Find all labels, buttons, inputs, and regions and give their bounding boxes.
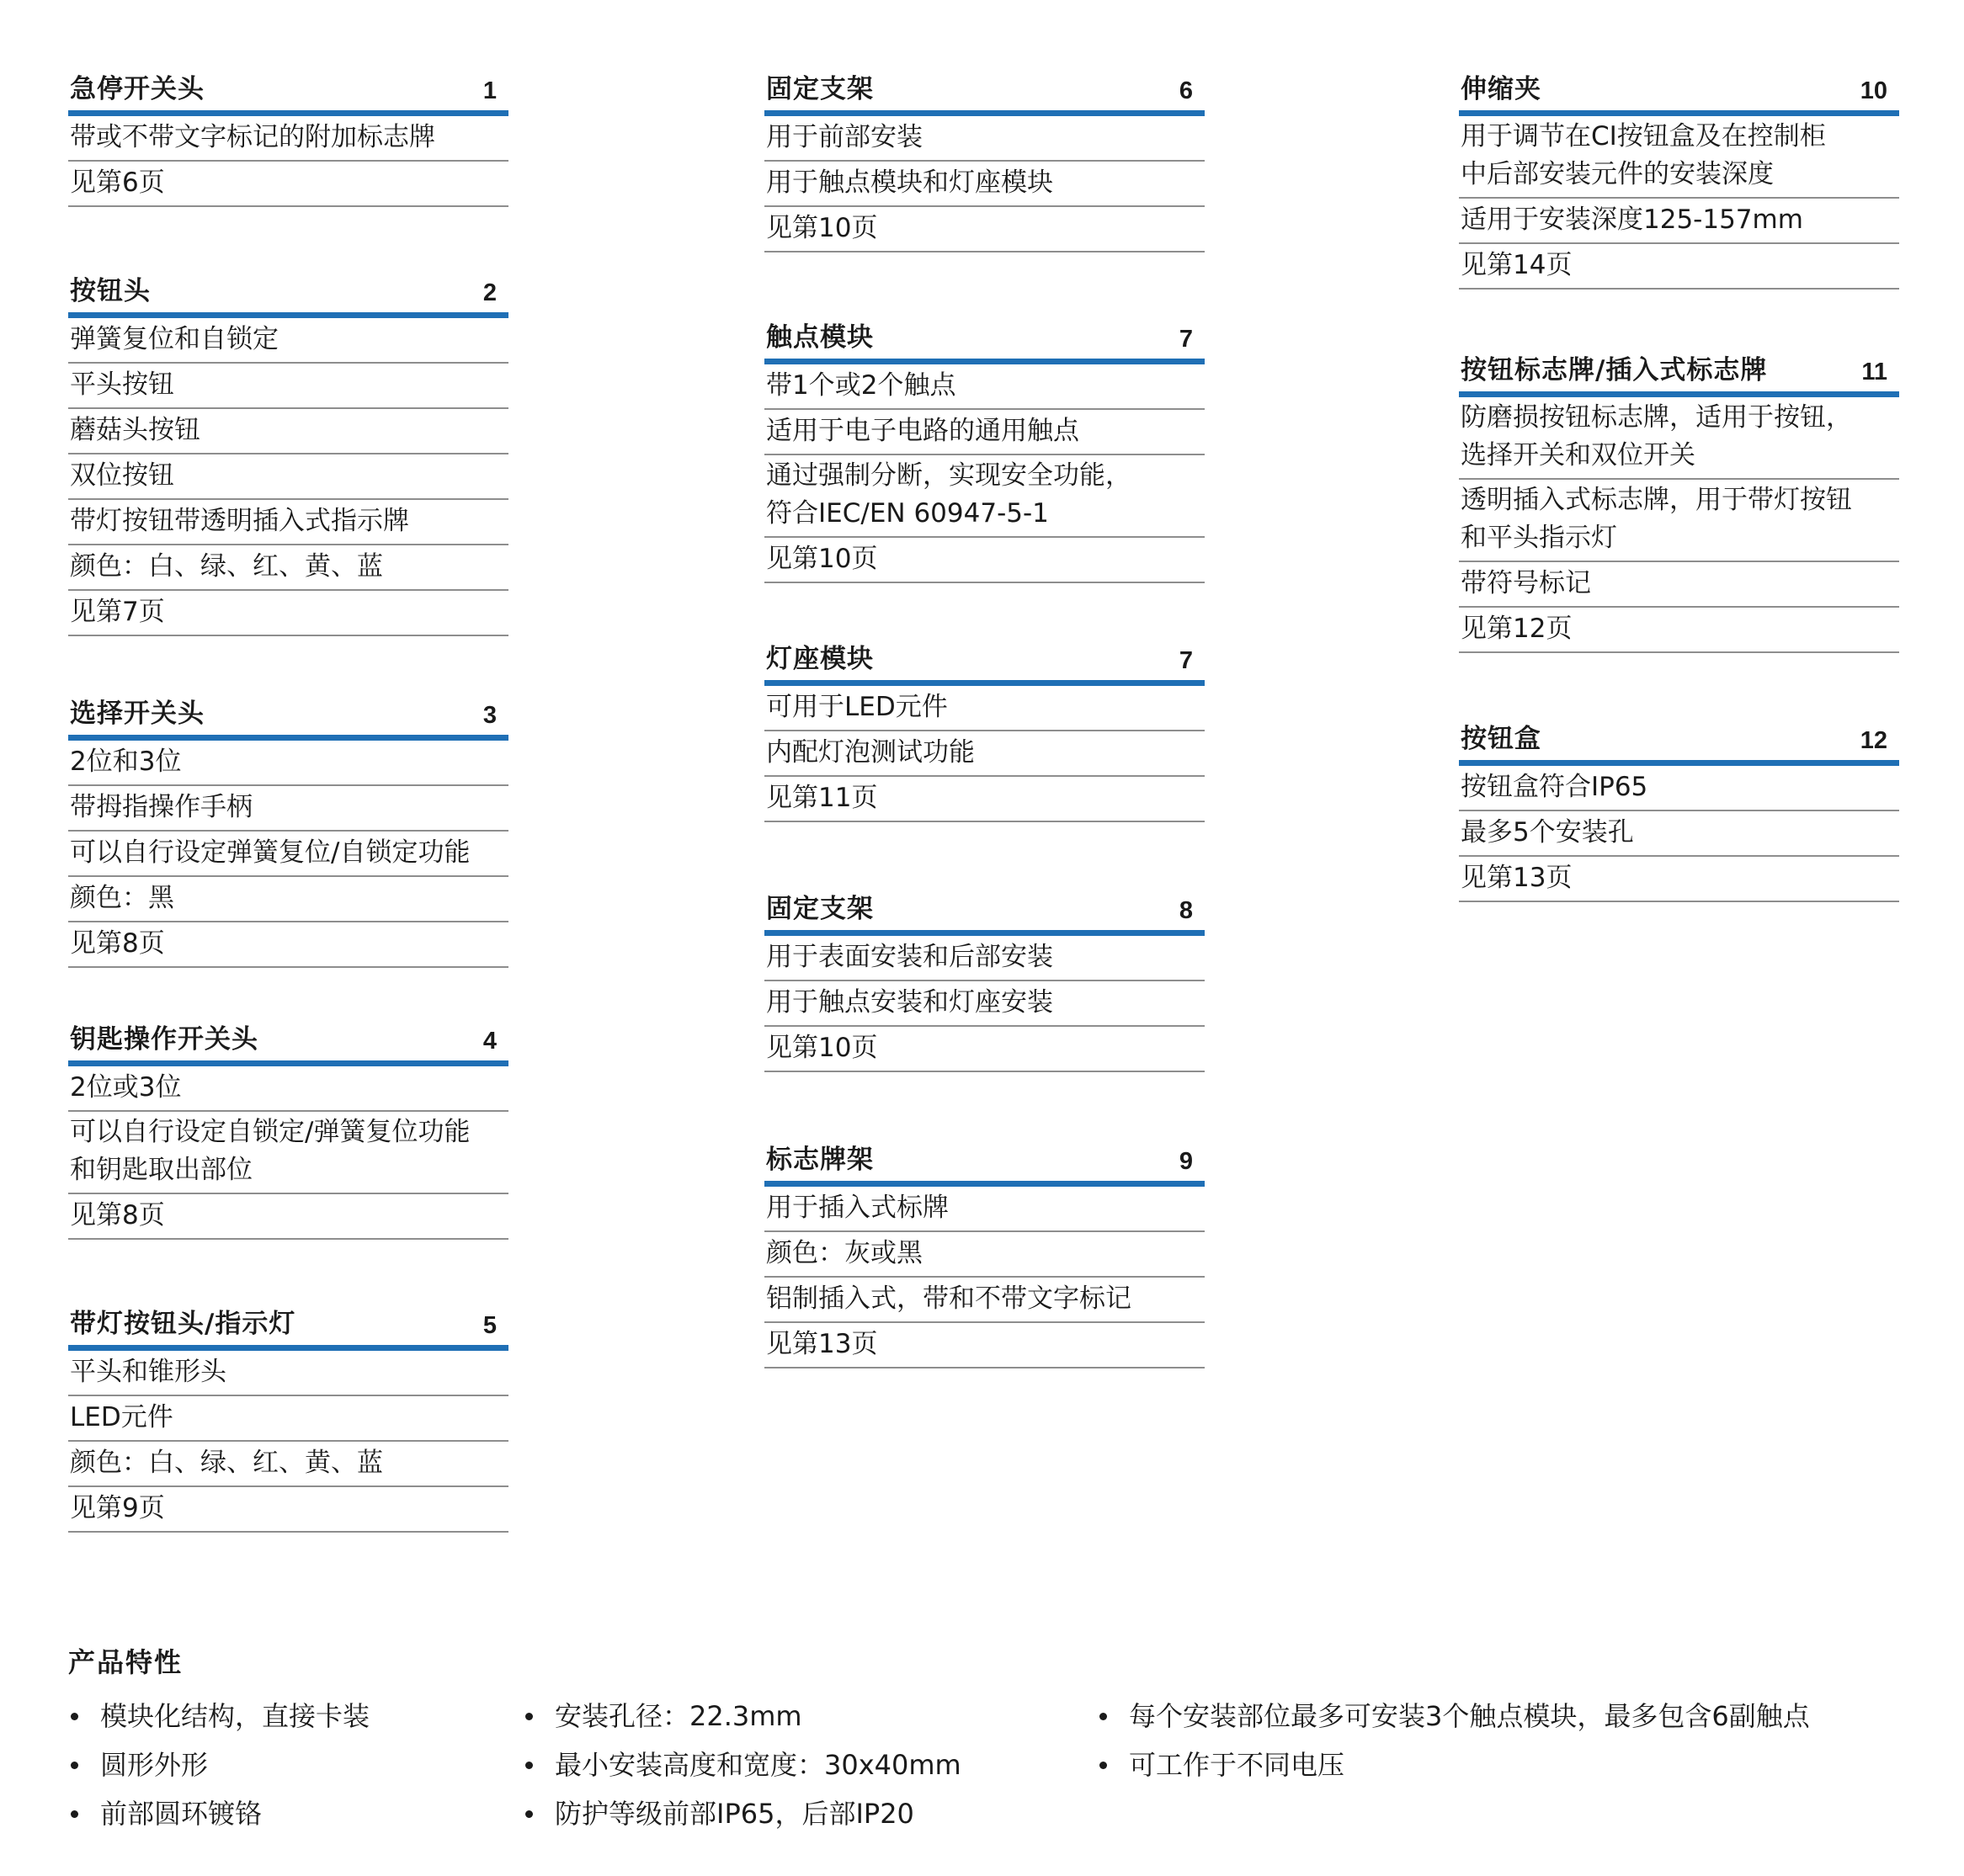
feature-text: 模块化结构，直接卡装 bbox=[100, 1700, 370, 1732]
features-column-3 bbox=[1097, 1692, 1810, 1789]
card-row: 颜色：黑 bbox=[68, 877, 508, 922]
card-row: 按钮盒符合IP65 bbox=[1459, 766, 1899, 811]
card-title: 伸缩夹 bbox=[1461, 74, 1541, 104]
card-number: 9 bbox=[1179, 1148, 1193, 1175]
card-number: 11 bbox=[1861, 359, 1887, 385]
card-row: 用于触点安装和灯座安装 bbox=[764, 981, 1205, 1027]
card-row: 可用于LED元件 bbox=[764, 686, 1205, 731]
card-number: 2 bbox=[482, 279, 497, 306]
card-row: 见第13页 bbox=[1459, 857, 1899, 902]
card-row: 用于调节在CI按钮盒及在控制柜 中后部安装元件的安装深度 bbox=[1459, 116, 1899, 199]
feature-item bbox=[523, 1789, 961, 1838]
card-extension-clamp bbox=[1459, 70, 1899, 290]
card-title: 带灯按钮头/指示灯 bbox=[70, 1309, 296, 1339]
card-title: 灯座模块 bbox=[766, 644, 874, 674]
card-header bbox=[68, 1305, 508, 1351]
card-fixing-bracket-surface bbox=[764, 890, 1205, 1072]
card-header bbox=[764, 318, 1205, 364]
card-number: 6 bbox=[1179, 77, 1193, 104]
card-title: 标志牌架 bbox=[766, 1145, 874, 1175]
card-row: 颜色：灰或黑 bbox=[764, 1232, 1205, 1278]
card-row: 见第10页 bbox=[764, 538, 1205, 583]
card-row: 见第6页 bbox=[68, 162, 508, 207]
card-fixing-bracket-front bbox=[764, 70, 1205, 252]
feature-text: 安装孔径：22.3mm bbox=[555, 1700, 802, 1732]
card-number: 3 bbox=[482, 702, 497, 729]
feature-item bbox=[68, 1692, 370, 1740]
card-row: 见第14页 bbox=[1459, 244, 1899, 290]
card-row: 见第8页 bbox=[68, 1194, 508, 1240]
card-number: 7 bbox=[1179, 326, 1193, 353]
card-title: 按钮标志牌/插入式标志牌 bbox=[1461, 355, 1768, 385]
bullet-icon bbox=[1099, 1762, 1107, 1769]
features-column-2 bbox=[523, 1692, 961, 1838]
card-header bbox=[1459, 720, 1899, 766]
card-row: 带拇指操作手柄 bbox=[68, 786, 508, 832]
card-row: 平头和锥形头 bbox=[68, 1351, 508, 1396]
card-row: 见第10页 bbox=[764, 1027, 1205, 1072]
card-row: 双位按钮 bbox=[68, 454, 508, 500]
feature-text: 可工作于不同电压 bbox=[1129, 1749, 1345, 1781]
feature-item bbox=[523, 1740, 961, 1789]
bullet-icon bbox=[71, 1810, 78, 1818]
bullet-icon bbox=[71, 1762, 78, 1769]
card-header bbox=[764, 1140, 1205, 1187]
card-row: 带1个或2个触点 bbox=[764, 364, 1205, 410]
card-row: 颜色：白、绿、红、黄、蓝 bbox=[68, 545, 508, 591]
card-row: 内配灯泡测试功能 bbox=[764, 731, 1205, 777]
card-contact-module bbox=[764, 318, 1205, 583]
card-row: 弹簧复位和自锁定 bbox=[68, 318, 508, 364]
card-header bbox=[68, 70, 508, 116]
card-lamp-module bbox=[764, 640, 1205, 822]
card-row: 2位和3位 bbox=[68, 741, 508, 786]
card-header bbox=[68, 1020, 508, 1066]
feature-text: 防护等级前部IP65，后部IP20 bbox=[555, 1798, 914, 1830]
card-button-plate bbox=[1459, 351, 1899, 653]
card-label-holder bbox=[764, 1140, 1205, 1368]
card-number: 12 bbox=[1860, 727, 1887, 754]
card-header bbox=[1459, 351, 1899, 397]
card-number: 4 bbox=[482, 1028, 497, 1055]
feature-text: 每个安装部位最多可安装3个触点模块，最多包含6副触点 bbox=[1129, 1700, 1810, 1732]
features-title: 产品特性 bbox=[68, 1646, 184, 1678]
card-header bbox=[68, 272, 508, 318]
card-number: 5 bbox=[482, 1312, 497, 1339]
card-title: 固定支架 bbox=[766, 894, 874, 924]
product-features bbox=[68, 1641, 1903, 1830]
card-title: 钥匙操作开关头 bbox=[70, 1024, 258, 1055]
card-key-switch bbox=[68, 1020, 508, 1240]
card-header bbox=[1459, 70, 1899, 116]
card-row: 2位或3位 bbox=[68, 1066, 508, 1112]
card-title: 按钮头 bbox=[70, 276, 151, 306]
card-button-box bbox=[1459, 720, 1899, 902]
card-row: 见第12页 bbox=[1459, 608, 1899, 653]
card-row: 适用于电子电路的通用触点 bbox=[764, 410, 1205, 455]
card-illuminated-button bbox=[68, 1305, 508, 1533]
card-number: 10 bbox=[1860, 77, 1887, 104]
card-row: 可以自行设定弹簧复位/自锁定功能 bbox=[68, 832, 508, 877]
card-row: 用于表面安装和后部安装 bbox=[764, 936, 1205, 981]
feature-item bbox=[523, 1692, 961, 1740]
card-row: 用于触点模块和灯座模块 bbox=[764, 162, 1205, 207]
bullet-icon bbox=[525, 1713, 533, 1720]
feature-text: 最小安装高度和宽度：30x40mm bbox=[555, 1749, 961, 1781]
card-header bbox=[764, 890, 1205, 936]
card-row: 平头按钮 bbox=[68, 364, 508, 409]
bullet-icon bbox=[71, 1713, 78, 1720]
card-row: 最多5个安装孔 bbox=[1459, 811, 1899, 857]
card-header bbox=[764, 70, 1205, 116]
card-selector-switch bbox=[68, 694, 508, 968]
card-push-button bbox=[68, 272, 508, 636]
card-row: 用于前部安装 bbox=[764, 116, 1205, 162]
card-header bbox=[68, 694, 508, 741]
card-emergency-stop bbox=[68, 70, 508, 207]
feature-item bbox=[1097, 1692, 1810, 1740]
card-row: LED元件 bbox=[68, 1396, 508, 1442]
card-row: 见第10页 bbox=[764, 207, 1205, 252]
card-row: 用于插入式标牌 bbox=[764, 1187, 1205, 1232]
card-header bbox=[764, 640, 1205, 686]
card-row: 见第13页 bbox=[764, 1323, 1205, 1368]
card-row: 带符号标记 bbox=[1459, 562, 1899, 608]
bullet-icon bbox=[1099, 1713, 1107, 1720]
features-column-1 bbox=[68, 1692, 370, 1838]
card-row: 带或不带文字标记的附加标志牌 bbox=[68, 116, 508, 162]
card-row: 见第8页 bbox=[68, 922, 508, 968]
bullet-icon bbox=[525, 1762, 533, 1769]
card-row: 透明插入式标志牌，用于带灯按钮 和平头指示灯 bbox=[1459, 480, 1899, 562]
card-row: 防磨损按钮标志牌，适用于按钮， 选择开关和双位开关 bbox=[1459, 397, 1899, 480]
card-number: 1 bbox=[482, 77, 497, 104]
card-title: 触点模块 bbox=[766, 322, 874, 353]
card-row: 见第11页 bbox=[764, 777, 1205, 822]
card-row: 见第9页 bbox=[68, 1487, 508, 1533]
card-title: 急停开关头 bbox=[70, 74, 205, 104]
card-number: 7 bbox=[1179, 647, 1193, 674]
card-row: 通过强制分断，实现安全功能， 符合IEC/EN 60947-5-1 bbox=[764, 455, 1205, 538]
bullet-icon bbox=[525, 1810, 533, 1818]
card-row: 可以自行设定自锁定/弹簧复位功能 和钥匙取出部位 bbox=[68, 1112, 508, 1194]
feature-text: 前部圆环镀铬 bbox=[100, 1798, 263, 1830]
feature-item bbox=[1097, 1740, 1810, 1789]
card-row: 铝制插入式，带和不带文字标记 bbox=[764, 1278, 1205, 1323]
card-row: 适用于安装深度125-157mm bbox=[1459, 199, 1899, 244]
feature-item bbox=[68, 1740, 370, 1789]
feature-item bbox=[68, 1789, 370, 1838]
card-title: 按钮盒 bbox=[1461, 724, 1541, 754]
card-title: 选择开关头 bbox=[70, 699, 205, 729]
card-row: 带灯按钮带透明插入式指示牌 bbox=[68, 500, 508, 545]
card-title: 固定支架 bbox=[766, 74, 874, 104]
card-row: 蘑菇头按钮 bbox=[68, 409, 508, 454]
card-row: 见第7页 bbox=[68, 591, 508, 636]
feature-text: 圆形外形 bbox=[100, 1749, 209, 1781]
card-number: 8 bbox=[1179, 897, 1193, 924]
card-row: 颜色：白、绿、红、黄、蓝 bbox=[68, 1442, 508, 1487]
